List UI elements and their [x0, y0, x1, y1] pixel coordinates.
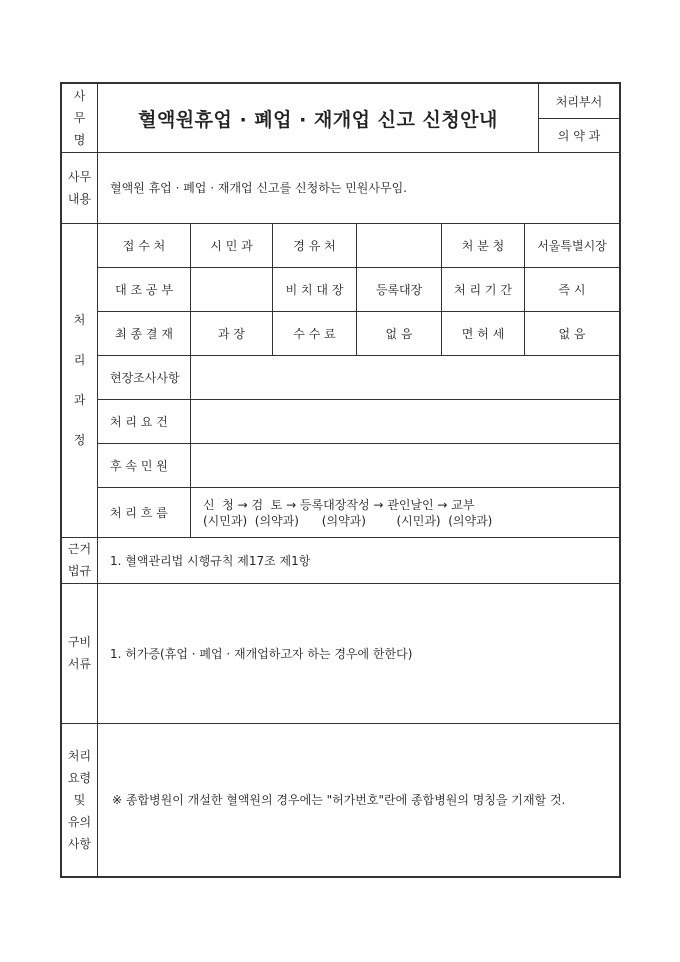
flow-departments: (시민과) (의약과) (의약과) (시민과) (의약과): [203, 513, 493, 528]
grid-cell: 수 수 료: [273, 312, 357, 356]
process-table: [61, 224, 620, 539]
dept-label: 처리부서: [539, 84, 620, 119]
grid-cell: 경 유 처: [273, 224, 357, 268]
grid-cell: 과 장: [191, 312, 273, 356]
grid-cell: 없 음: [525, 312, 620, 356]
description-text: 혈액원 휴업 · 폐업 · 재개업 신고를 신청하는 민원사무임.: [98, 153, 620, 223]
service-name-label: 사 무 명: [62, 84, 98, 153]
row-value: [191, 400, 620, 444]
flow-label: 처 리 흐 름: [98, 488, 191, 538]
grid-cell: 등록대장: [357, 268, 442, 312]
page-title: 혈액원휴업 · 폐업 · 재개업 신고 신청안내: [98, 84, 539, 153]
documents-label: 구비 서류: [62, 583, 98, 723]
process-label: 처 리 과 정: [62, 224, 98, 538]
description-label: 사무 내용: [62, 153, 98, 223]
grid-cell: 접 수 처: [98, 224, 191, 268]
row-label: 처 리 요 건: [98, 400, 191, 444]
flow-steps: 신 청 → 검 토 → 등록대장작성 → 관인날인 → 교부: [203, 497, 475, 512]
grid-cell: 서울특별시장: [525, 224, 620, 268]
grid-cell: 대 조 공 부: [98, 268, 191, 312]
grid-cell: 비 치 대 장: [273, 268, 357, 312]
row-label: 후 속 민 원: [98, 444, 191, 488]
header-table: [61, 83, 620, 153]
grid-cell: 없 음: [357, 312, 442, 356]
grid-cell: 처 리 기 간: [442, 268, 525, 312]
grid-cell: 즉 시: [525, 268, 620, 312]
law-label: 근거 법규: [62, 538, 98, 583]
law-text: 1. 혈액관리법 시행규칙 제17조 제1항: [98, 538, 620, 583]
notes-label: 처리 요령 및 유의 사항: [62, 723, 98, 876]
row-value: [191, 444, 620, 488]
grid-cell: [357, 224, 442, 268]
notes-text: ※ 종합병원이 개설한 혈액원의 경우에는 "허가번호"란에 종합병원의 명칭을 기재할 것.: [98, 723, 620, 876]
grid-cell: [191, 268, 273, 312]
grid-cell: 시 민 과: [191, 224, 273, 268]
process-flow: [191, 488, 620, 538]
grid-cell: 면 허 세: [442, 312, 525, 356]
description-table: [61, 153, 620, 224]
documents-text: 1. 허가증(휴업 · 폐업 · 재개업하고자 하는 경우에 한한다): [98, 583, 620, 723]
grid-cell: 처 분 청: [442, 224, 525, 268]
row-label: 현장조사사항: [98, 356, 191, 400]
law-table: [61, 538, 620, 877]
row-value: [191, 356, 620, 400]
dept-value: 의 약 과: [539, 119, 620, 153]
grid-cell: 최 종 결 재: [98, 312, 191, 356]
civil-service-guide-form: [60, 82, 621, 878]
